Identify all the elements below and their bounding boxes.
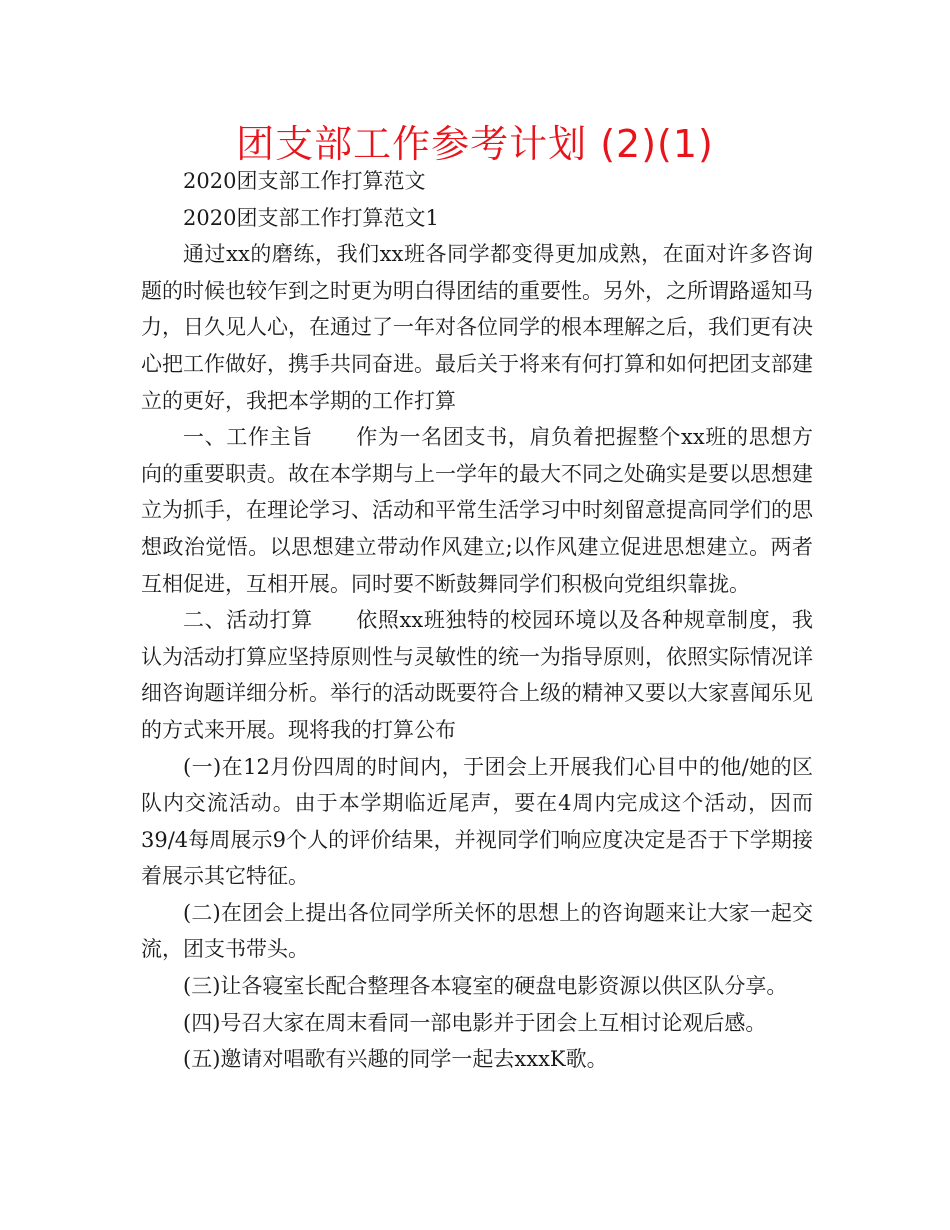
paragraph-subheading: 2020团支部工作打算范文1	[183, 205, 439, 230]
paragraph-section-1: 一、工作主旨 作为一名团支书，肩负着把握整个xx班的思想方向的重要职责。故在本学期与上一学年的最大不同之处确实是要以思想建立为抓手，在理论学习、活动和平常生活学习中时刻留意提高同学们的思想政治觉悟。以思想建立带动作风建立;以作风建立促进思想建立。两者互相促进，互相开展。同时要不断鼓舞同学们积极向党组织靠拢。	[141, 425, 813, 596]
document-title: 团支部工作参考计划 (2)(1)	[236, 122, 714, 166]
paragraph-heading: 2020团支部工作打算范文	[183, 169, 426, 193]
paragraph-intro: 通过xx的磨练，我们xx班各同学都变得更加成熟，在面对许多咨询题的时候也较乍到之时更为明白得团结的重要性。另外，之所谓路遥知马力，日久见人心，在通过了一年对各位同学的根本理解之后，我们更有决心把工作做好，携手共同奋进。最后关于将来有何打算和如何把团支部建立的更好，我把本学期的工作打算	[141, 242, 813, 413]
paragraph-item-5: (五)邀请对唱歌有兴趣的同学一起去xxxK歌。	[183, 1047, 608, 1072]
paragraph-item-3: (三)让各寝室长配合整理各本寝室的硬盘电影资源以供区队分享。	[183, 974, 788, 999]
document-body	[141, 163, 813, 1078]
paragraph-item-4: (四)号召大家在周末看同一部电影并于团会上互相讨论观后感。	[183, 1010, 767, 1035]
paragraph-item-2: (二)在团会上提出各位同学所关怀的思想上的咨询题来让大家一起交流，团支书带头。	[141, 900, 813, 962]
paragraph-section-2: 二、活动打算 依照xx班独特的校园环境以及各种规章制度，我认为活动打算应坚持原则性与灵敏性的统一为指导原则，依照实际情况详细咨询题详细分析。举行的活动既要符合上级的精神又要以大家喜闻乐见的方式来开展。现将我的打算公布	[141, 608, 813, 742]
paragraph-item-1: (一)在12月份四周的时间内，于团会上开展我们心目中的他/她的区队内交流活动。由于本学期临近尾声，要在4周内完成这个活动，因而39/4每周展示9个人的评价结果，并视同学们响应度决定是否于下学期接着展示其它特征。	[141, 754, 813, 889]
